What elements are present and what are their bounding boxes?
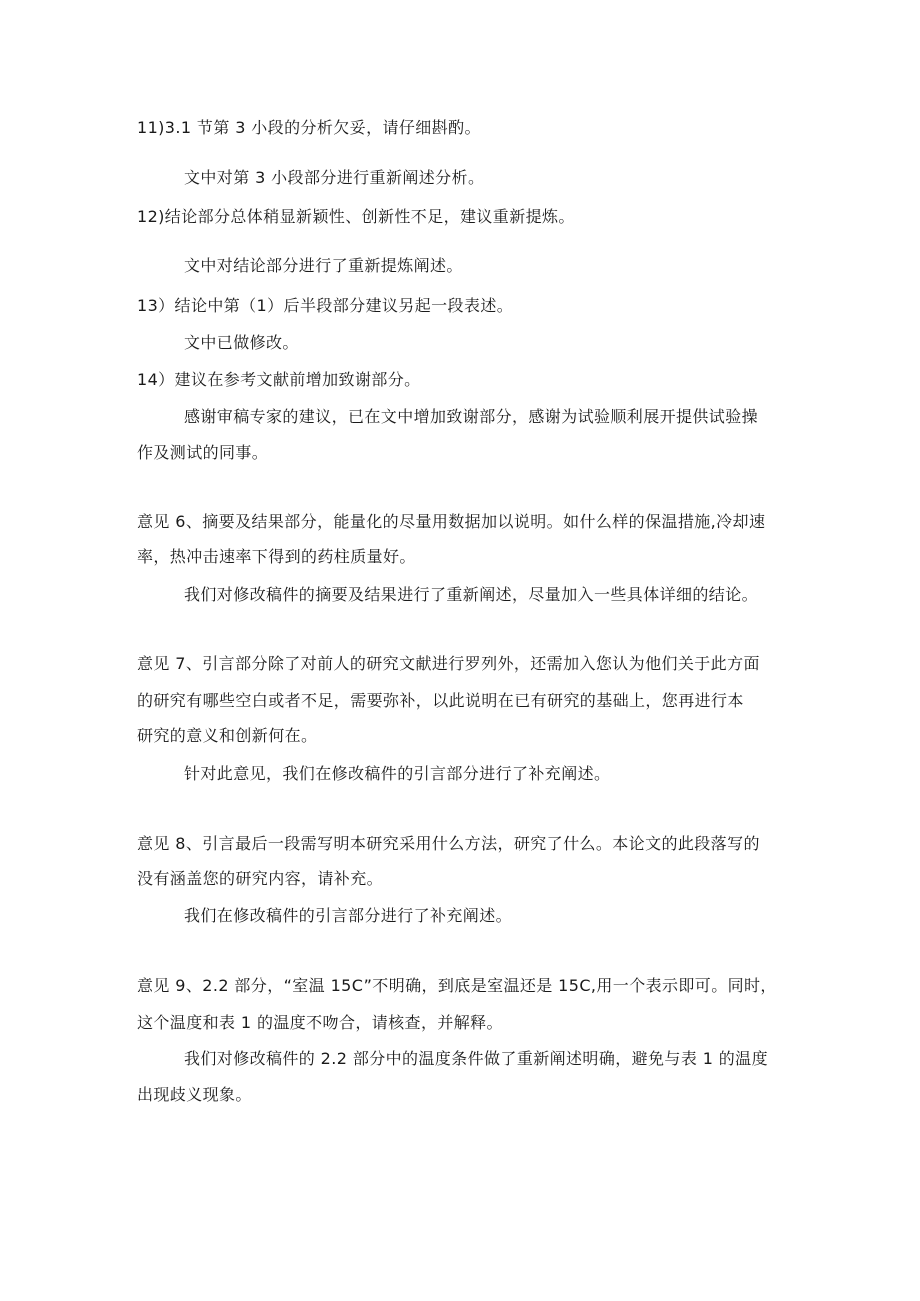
opinion-9-line-1: 意见 9、2.2 部分，“室温 15C”不明确，到底是室温还是 15C,用一个表示即可。同时， xyxy=(137,976,777,995)
comment-14: 14）建议在参考文献前增加致谢部分。 xyxy=(137,370,421,389)
response-9-line-2: 出现歧义现象。 xyxy=(137,1085,252,1104)
response-9-line-1: 我们对修改稿件的 2.2 部分中的温度条件做了重新阐述明确，避免与表 1 的温度 xyxy=(184,1049,768,1068)
response-12: 文中对结论部分进行了重新提炼阐述。 xyxy=(184,256,463,275)
response-11: 文中对第 3 小段部分进行重新阐述分析。 xyxy=(184,168,485,187)
response-14-line-1: 感谢审稿专家的建议，已在文中增加致谢部分，感谢为试验顺利展开提供试验操 xyxy=(184,407,759,426)
opinion-6-line-2: 率，热冲击速率下得到的药柱质量好。 xyxy=(137,547,416,566)
comment-13: 13）结论中第（1）后半段部分建议另起一段表述。 xyxy=(137,296,514,315)
response-8: 我们在修改稿件的引言部分进行了补充阐述。 xyxy=(184,906,513,925)
opinion-7-line-2: 的研究有哪些空白或者不足，需要弥补，以此说明在已有研究的基础上，您再进行本 xyxy=(137,691,744,710)
response-7: 针对此意见，我们在修改稿件的引言部分进行了补充阐述。 xyxy=(184,764,611,783)
comment-11: 11)3.1 节第 3 小段的分析欠妥，请仔细斟酌。 xyxy=(137,118,481,137)
response-14-line-2: 作及测试的同事。 xyxy=(137,443,269,462)
opinion-6-line-1: 意见 6、摘要及结果部分，能量化的尽量用数据加以说明。如什么样的保温措施,冷却速 xyxy=(137,512,766,531)
opinion-7-line-3: 研究的意义和创新何在。 xyxy=(137,726,318,745)
response-13: 文中已做修改。 xyxy=(184,333,299,352)
opinion-7-line-1: 意见 7、引言部分除了对前人的研究文献进行罗列外，还需加入您认为他们关于此方面 xyxy=(137,654,760,673)
comment-12: 12)结论部分总体稍显新颖性、创新性不足，建议重新提炼。 xyxy=(137,207,575,226)
opinion-8-line-2: 没有涵盖您的研究内容，请补充。 xyxy=(137,869,384,888)
response-6: 我们对修改稿件的摘要及结果进行了重新阐述，尽量加入一些具体详细的结论。 xyxy=(184,585,759,604)
opinion-8-line-1: 意见 8、引言最后一段需写明本研究采用什么方法，研究了什么。本论文的此段落写的 xyxy=(137,834,760,853)
opinion-9-line-2: 这个温度和表 1 的温度不吻合，请核查，并解释。 xyxy=(137,1013,503,1032)
